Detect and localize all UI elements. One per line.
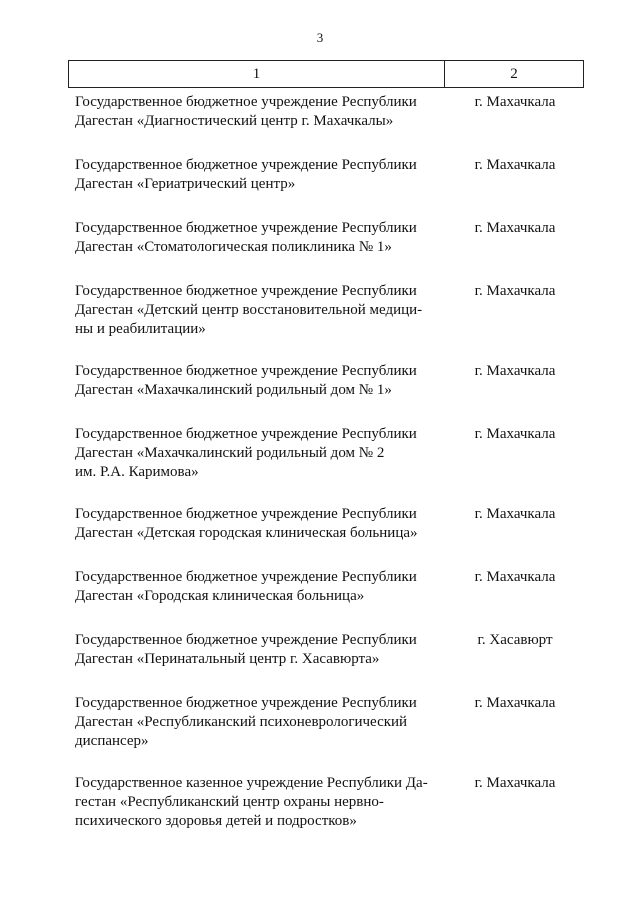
city: г. Махачкала [474,94,556,110]
page-number: 3 [316,30,324,45]
org-line: Государственное бюджетное учреждение Республики [75,220,417,236]
city: г. Махачкала [474,775,556,791]
organization-name [75,93,433,131]
organization-name [75,425,433,482]
organization-name [75,156,433,194]
city: г. Хасавюрт [477,632,553,648]
city: г. Махачкала [474,363,556,379]
org-line: Государственное бюджетное учреждение Республики [75,283,417,299]
org-line: Государственное бюджетное учреждение Республики [75,363,417,379]
organization-name [75,631,433,669]
org-line: Государственное бюджетное учреждение Республики [75,157,417,173]
organization-name [75,282,433,339]
organization-name [75,568,433,606]
org-line: Дагестан «Детский центр восстановительной медици- [75,302,423,318]
org-line: Государственное бюджетное учреждение Республики [75,695,417,711]
city: г. Махачкала [474,157,556,173]
organization-name [75,774,433,831]
organization-name [75,694,433,751]
organization-name [75,505,433,543]
org-line: Государственное бюджетное учреждение Республики [75,569,417,585]
org-line: ны и реабилитации» [75,321,206,337]
org-line: Дагестан «Городская клиническая больница» [75,588,365,604]
header-col-2: 2 [510,65,518,82]
org-line: Дагестан «Махачкалинский родильный дом № 2 [75,445,385,461]
org-line: Государственное бюджетное учреждение Республики [75,94,417,110]
org-line: Государственное бюджетное учреждение Республики [75,426,417,442]
org-line: Дагестан «Гериатрический центр» [75,176,296,192]
city: г. Махачкала [474,220,556,236]
org-line: Дагестан «Диагностический центр г. Махачкалы» [75,113,394,129]
org-line: психического здоровья детей и подростков» [75,813,357,829]
org-line: им. Р.А. Каримова» [75,464,199,480]
header-col-1: 1 [69,61,445,87]
organization-name [75,362,433,400]
org-line: Дагестан «Республиканский психоневрологический [75,714,408,730]
org-line: Государственное бюджетное учреждение Республики [75,506,417,522]
city: г. Махачкала [474,506,556,522]
org-line: Дагестан «Детская городская клиническая больница» [75,525,418,541]
city: г. Махачкала [474,695,556,711]
org-line: диспансер» [75,733,149,749]
table-header [68,60,584,88]
city: г. Махачкала [474,283,556,299]
org-line: Государственное казенное учреждение Республики Да- [75,775,428,791]
city: г. Махачкала [474,426,556,442]
org-line: гестан «Республиканский центр охраны нервно- [75,794,384,810]
org-line: Дагестан «Стоматологическая поликлиника № 1» [75,239,392,255]
city: г. Махачкала [474,569,556,585]
org-line: Дагестан «Махачкалинский родильный дом № 1» [75,382,392,398]
org-line: Государственное бюджетное учреждение Республики [75,632,417,648]
organization-name [75,219,433,257]
org-line: Дагестан «Перинатальный центр г. Хасавюрта» [75,651,380,667]
